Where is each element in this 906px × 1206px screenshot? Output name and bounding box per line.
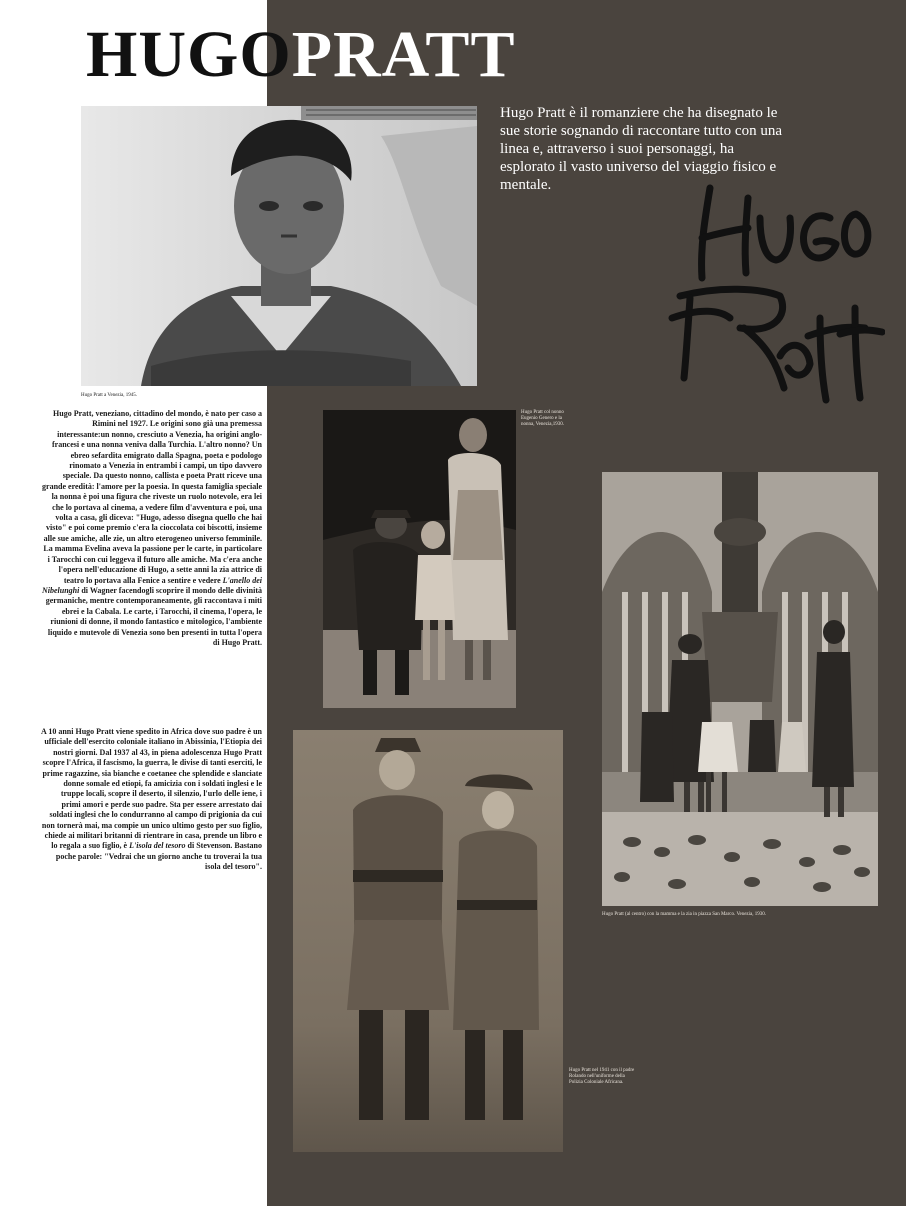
photo-piazza-san-marco — [602, 472, 878, 906]
biography-text-2 — [40, 727, 262, 873]
caption-photo-3: Hugo Pratt (al centro) con la mamma e la zia in piazza San Marco. Venezia, 1930. — [602, 912, 767, 917]
bio1-italic-title: L'anello dei Nibelunghi — [41, 575, 262, 595]
title-hugo: HUGO — [86, 18, 292, 91]
bio1-text-end: di Wagner facendogli scoprire il mondo delle divinità germaniche, mentre contemporaneamente, gli raccontava i miti ebrei e la Cabala. Le carte, i Tarocchi, il cinema, l'opera, le riunioni di donne, il mondo fantastico e mitologico, l'ambiente liquido e mutevole di Venezia sono ben presenti in tutta l'opera di Hugo Pratt. — [45, 585, 262, 647]
photo-with-father — [293, 730, 563, 1152]
photo-with-grandparents — [323, 410, 516, 708]
intro-text: Hugo Pratt è il romanziere che ha disegnato le sue storie sognando di raccontare tutto con una linea e, attraverso i suoi personaggi, ha esplorato il vasto universo del viaggio fisico e mentale. — [500, 105, 782, 193]
caption-photo-2: Hugo Pratt col nonno Eugenio Genero e la nonna, Venezia,1930. — [521, 410, 564, 427]
bio2-text-end: di Stevenson. Bastano poche parole: "Vedrai che un giorno anche tu troverai la tua isola del tesoro". — [55, 841, 262, 872]
bio2-italic-title: L'isola del tesoro — [129, 841, 186, 851]
photo-portrait-venezia — [81, 106, 477, 386]
caption-photo-1: Hugo Pratt a Venezia, 1945. — [81, 393, 138, 398]
bio1-text: Hugo Pratt, veneziano, cittadino del mondo, è nato per caso a Rimini nel 1927. Le origini sono già una premessa interessante:un nonno, cresciuto a Venezia, ha origini anglo-francesi e una nonna veniva dalla Turchia. L'altro nonno? Un ebreo sefardita emigrato dalla Spagna, poeta e podologo rinomato a Venezia in entrambi i campi, un tipo davvero speciale. Da questo nonno, callista e poeta Pratt riceve una grande eredità: l'amore per la poesia. In questa famiglia speciale la nonna è poi una figura che riveste un ruolo notevole, era lei che lo portava al cinema, a vedere film d'avventura e poi, una volta a casa, gli diceva: "Hugo, adesso disegna quello che hai visto" e poi come premio c'era la cioccolata coi biscotti, insieme alle sue amiche, alle zie, un altro eterogeneo universo femminile. La mamma Evelina aveva la passione per le carte, in particolare i Tarocchi con cui leggeva il futuro alle amiche. Ma c'era anche l'opera nell'educazione di Hugo, a sette anni la zia attrice di teatro lo portava alla Fenice a sentire e vedere — [42, 409, 262, 585]
bio2-text: A 10 anni Hugo Pratt viene spedito in Africa dove suo padre è un ufficiale dell'esercito coloniale italiano in Abissinia, l'Etiopia dei nostri giorni. Dal 1937 al 43, in piena adolescenza Hugo Pratt scopre l'Africa, il fascismo, la guerra, le divise di tanti eserciti, le prime ragazzine, sia bianche e coetanee che splendide e slanciate donne somale ed etiopi, fa amicizia con i soldati inglesi e le truppe locali, scopre il deserto, il silenzio, l'urlo delle iene, i primi amori e perde suo padre. Sta per essere arrestato dai soldati inglesi che lo condurranno al campo di prigionia da cui non tornerà mai, ma compie un unico ultimo gesto per suo figlio, chiede ai militari britanni di rientrare in casa, prende un libro e lo regala a suo figlio, è — [41, 727, 262, 851]
page-title — [86, 18, 516, 91]
caption-photo-4: Hugo Pratt nel 1941 con il padre Rolando nell'uniforme della Polizia Coloniale Africana. — [569, 1068, 635, 1085]
title-pratt: PRATT — [291, 18, 516, 91]
hugo-pratt-signature — [660, 178, 885, 413]
biography-text-1 — [40, 409, 262, 648]
